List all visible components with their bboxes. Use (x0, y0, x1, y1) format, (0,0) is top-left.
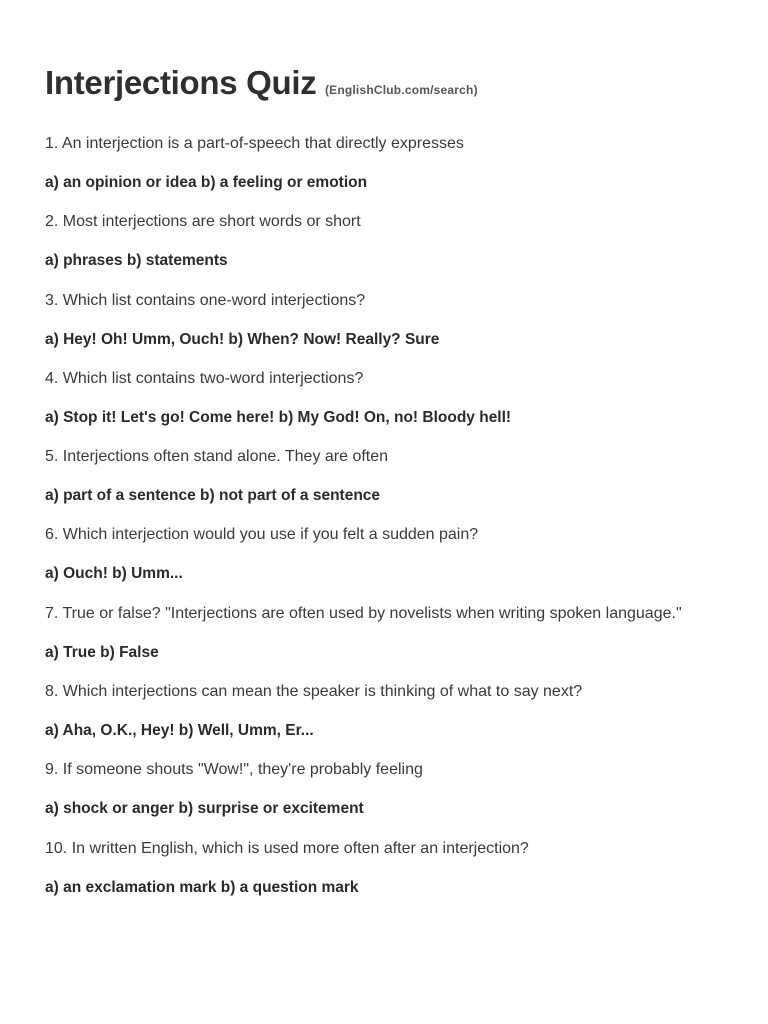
quiz-item (45, 602, 745, 680)
answer-options: a) phrases b) statements (45, 252, 228, 270)
answer-options: a) part of a sentence b) not part of a sentence (45, 487, 381, 505)
question-text: 8. Which interjections can mean the speaker is thinking of what to say next? (45, 683, 583, 701)
answer-options: a) shock or anger b) surprise or excitement (45, 800, 364, 818)
page-title: Interjections Quiz (45, 64, 317, 101)
question-text: 1. An interjection is a part-of-speech that directly expresses (45, 135, 464, 152)
quiz-item (45, 837, 745, 915)
answer-options: a) Ouch! b) Umm... (45, 565, 183, 583)
quiz-item (45, 445, 745, 523)
quiz-item (45, 680, 745, 758)
answer-options: a) True b) False (45, 643, 159, 661)
answer-options: a) an exclamation mark b) a question mark (45, 878, 359, 896)
question-text: 2. Most interjections are short words or short (45, 213, 361, 231)
question-text: 7. True or false? "Interjections are often used by novelists when writing spoken language." (45, 604, 682, 622)
quiz-item (45, 289, 745, 367)
question-text: 10. In written English, which is used more often after an interjection? (45, 839, 529, 857)
question-text: 3. Which list contains one-word interjections? (45, 291, 366, 309)
question-text: 9. If someone shouts "Wow!", they're probably feeling (45, 761, 423, 779)
quiz-item (45, 367, 745, 445)
quiz-item (45, 758, 745, 836)
answer-options: a) Aha, O.K., Hey! b) Well, Umm, Er... (45, 722, 314, 740)
quiz-item (45, 210, 745, 288)
answer-options: a) Hey! Oh! Umm, Ouch! b) When? Now! Really? Sure (45, 330, 440, 348)
page-header (45, 64, 478, 102)
source-link[interactable]: (EnglishClub.com/search) (324, 83, 478, 97)
quiz-list (45, 132, 745, 915)
answer-options: a) an opinion or idea b) a feeling or emotion (45, 174, 368, 191)
question-text: 6. Which interjection would you use if you felt a sudden pain? (45, 526, 479, 544)
question-text: 4. Which list contains two-word interjections? (45, 369, 364, 387)
answer-options: a) Stop it! Let's go! Come here! b) My God! On, no! Bloody hell! (45, 408, 512, 426)
quiz-item (45, 523, 745, 601)
question-text: 5. Interjections often stand alone. They are often (45, 448, 389, 466)
quiz-item (45, 132, 745, 210)
